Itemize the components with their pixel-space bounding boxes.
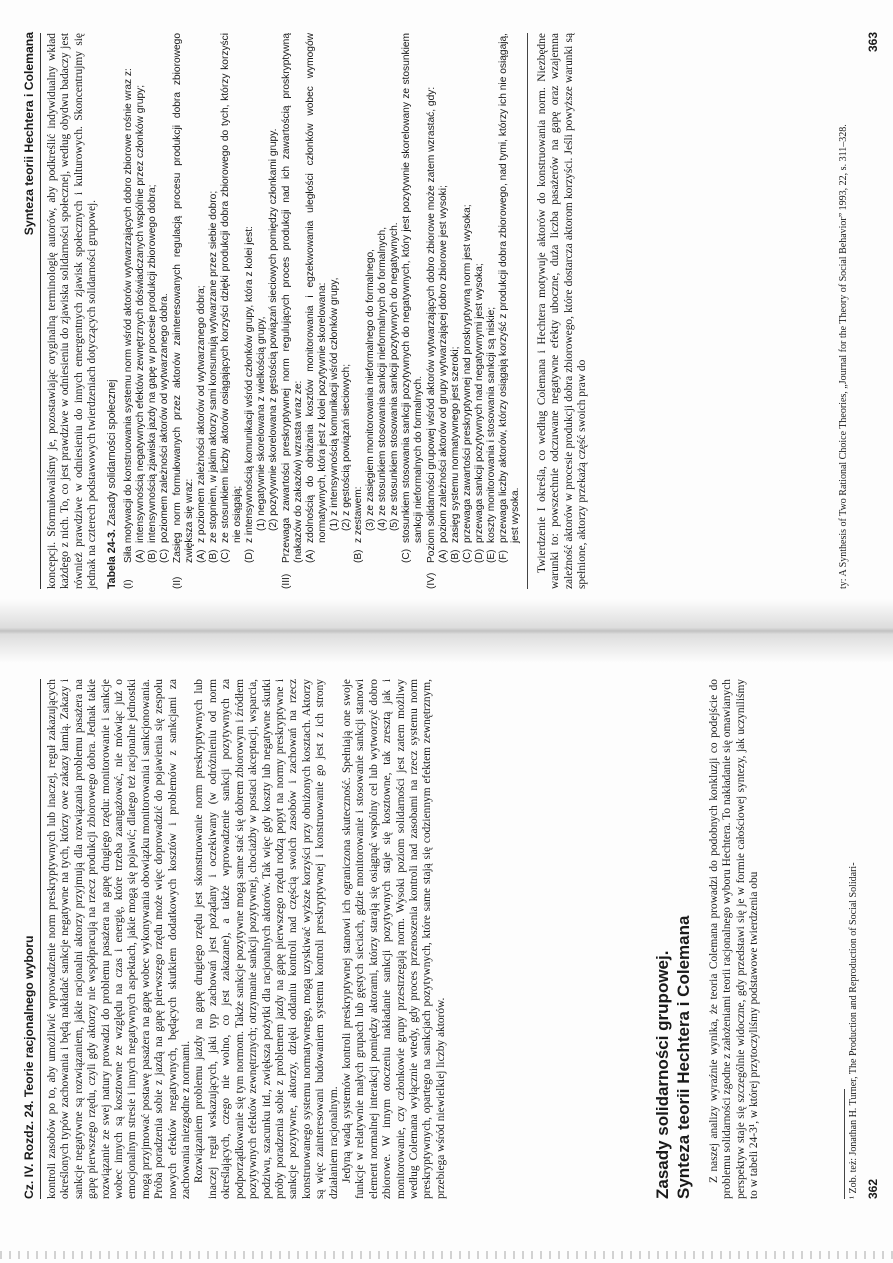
sub-item: (5) ze stosunkiem stosowania sankcji pozytywnych do negatywnych. [389,222,401,531]
sub-item: (1) negatywnie skorelowana z wielkością grupy, [256,316,268,531]
table-bottom-rule [527,33,528,589]
item-label: (A) [305,549,317,563]
item-label: (A) [135,549,147,563]
footnote-left: ¹ Zob. też: Jonathan H. Turner, The Production and Reproduction of Social Solidari- [848,862,859,1199]
item-text: przewaga liczby aktorów, którzy osiągają korzyść z produkcji dobra zbiorowego, nad tymi, którzy ich nie osiągają, jest wysoka. [498,33,522,543]
item-text: zdolnością do obniżania kosztów monitorowania i egzekwowania uległości członków wobec wymogów normatywnych, która jest z kolei pozytywnie skorelowana: [305,33,329,543]
principle-number: (IV) [426,572,438,589]
item-label: (B) [353,549,365,563]
table-principle [172,33,280,589]
principle-number: (I) [123,579,135,589]
item-text: przewaga zawartości preskryptywnej nad proskryptywną norm jest wysoka; [462,204,474,543]
item-label: (B) [450,549,462,563]
item-text: stosunkiem stosowania sankcji pozytywnych do negatywnych, który jest pozytywnie skorelowany ze stosunkiem sankcji nieformalnych do formalnych. [401,33,425,543]
item-text: intensywnością zjawiska jazdy na gapę w procesie produkcji zbiorowego dobra; [147,184,159,543]
running-head-left: Cz. IV. Rozdz. 24. Teorie racjonalnego wyboru [22,935,36,1199]
sub-item: (2) z gęstością powiązań sieciowych; [341,363,353,531]
principle-number: (III) [281,573,293,589]
item-label: (C) [462,548,474,563]
item-text: koszty monitorowania i stosowania sankcji są niskie; [486,306,498,543]
item-text: z intensywnością komunikacji wśród członków grupy, która z kolei jest: [244,226,256,543]
sub-item: (1) z intensywnością komunikacji wśród członków grupy, [329,277,341,531]
item-text: z poziomem zależności aktorów od wytwarzanego dobra; [196,285,208,543]
page-362 [0,631,893,1263]
item-label: (A) [196,549,208,563]
section-title [652,679,694,1199]
item-text: poziom zależności aktorów od grupy wytwarzającej dobro zbiorowe jest wysoki; [438,185,450,543]
item-label: (F) [498,549,510,563]
section-title-line-1: Zasady solidarności grupowej. [653,950,672,1199]
page-edge-left [0,1251,893,1259]
item-label: (C) [220,548,232,563]
header-rule-right [40,33,41,589]
section-body [708,679,762,1199]
footnote-right: ty: A Synthesis of Two Rational Choice Theories, „Journal for the Theory of Social Behavior” 1993, 22, s. 311–328. [838,124,849,589]
item-text: intensywnością negatywnych efektów zewnętrznych doświadczanych wspólnie przez członków grupy; [135,84,147,543]
page-number-right: 363 [866,32,880,53]
left-page-body [46,679,448,1199]
item-label: (C) [159,548,171,563]
sub-item: (2) pozytywnie skorelowana z gęstością powiązań sieciowych pomiędzy członkami grupy. [268,128,280,531]
paragraph: Rozwiązaniem problemu jazdy na gapę drugiego rzędu jest skonstruowanie norm preskryptywnych lub inaczej reguł wskazujących, jaki typ zachowań jest pożądany i oczekiwany (w odróżnieniu od norm określających, czego nie wolno, co jest zakazane), a także wprowadzenie sankcji pozytywnych za podporządkowanie się tym normom. Także sankcje pozytywne mogą same stać się dobrem zbiorowym i źródłem pozytywnych efektów zewnętrznych; otrzymanie sankcji pozytywnej, chociażby w postaci akceptacji, wsparcia, podziwu, szacunku itd., zwiększa pożytki dla racjonalnych aktorów. Tak więc gdy koszty lub negatywne skutki próby poradzenia sobie z problemem jazdy na gapę pierwszego rzędu rodzą popyt na normy preskryptywne i sankcje pozytywne, aktorzy, dzięki oddaniu kontroli nad częścią swoich zasobów i zachowań na rzecz konstruowanego systemu normatywnego, mogą uzyskiwać wyższe korzyści przy obniżonych kosztach. Aktorzy są więc zainteresowani budowaniem systemu kontroli preskryptywnej i konstruowanie go jest z ich strony działaniem racjonalnym. [193,679,340,1199]
principle-number: (II) [172,576,184,589]
item-text: przewaga sankcji pozytywnych nad negatywnymi jest wysoka; [474,263,486,543]
table-caption [106,33,119,589]
paragraph: koncepcji. Sformułowaliśmy je, pozostawiając oryginalną terminologię autorów, aby podkreślić indywidualny wkład każdego z nich. To, co jest prawdziwe w odniesieniu do zjawiska solidarności społecznej, według obydwu badaczy jest również prawdziwe w odniesieniu do innych emergentnych zjawisk społecznych i kulturowych. Skoncentrujmy się jednak na czterech podstawowych twierdzeniach dotyczących solidarności grupowej. [46,33,99,589]
page-number-left: 362 [866,1178,880,1199]
principle-text: Zasięg norm formułowanych przez aktorów zainteresowanych regulacją procesu produkcji dobra zbiorowego zwiększa się wraz: [172,33,196,563]
header-rule-left [40,679,41,1199]
principle-text: Poziom solidarności grupowej wśród aktorów wytwarzających dobro zbiorowe może zatem wzrastać, gdy: [426,86,438,563]
running-head-right: Synteza teorii Hechtera i Colemana [22,32,36,236]
table-caption-text: Zasady solidarności społecznej [105,379,118,527]
item-text: poziomem zależności aktorów od wytwarzanego dobra. [159,293,171,543]
right-page-body [46,33,590,589]
item-label: (D) [244,548,256,563]
table-principle [426,33,522,589]
table-principle [281,33,425,589]
table-caption-label: Tabela 24-3. [105,529,118,589]
footnote-rule-left [844,1089,845,1199]
sub-item: (3) ze zasięgiem monitorowania nieformalnego do formalnego, [365,248,377,531]
item-label: (C) [401,548,413,563]
item-label: (A) [438,549,450,563]
table-principle [123,33,171,589]
paragraph: Jedyną wadą systemów kontroli preskryptywnej stanowi ich ograniczona skuteczność. Spełniają one swoje funkcje w relatywnie małych grupach lub gęstych sieciach, gdzie monitorowanie i stosowanie sankcji stanowi element normalnej interakcji pomiędzy aktorami, którzy starają się osiągnąć wspólny cel lub wytworzyć dobro zbiorowe. W innym otoczeniu nakładanie sankcji pozytywnych staje się kosztowne, tak zresztą jak i monitorowanie, czy członkowie grupy przestrzegają norm. Wysoki poziom solidarności jest zatem możliwy według Colemana wyłącznie wtedy, gdy proces przenoszenia kontroli nad zasobami na rzecz systemu norm preskryptywnych, opartego na sankcjach pozytywnych, które same stają się codziennym efektem zewnętrznym, przebiega wśród niewielkiej liczby aktorów. [340,679,447,1199]
paragraph: Z naszej analizy wyraźnie wynika, że teoria Colemana prowadzi do podobnych konkluzji co podejście do problemu solidarności zgodne z założeniami teorii racjonalnego wyboru Hechtera. To nakładanie się omawianych perspektyw staje się szczególnie widoczne, gdy przedstawi się je w formie całościowej syntezy, jak uczyniliśmy to w tabeli 24-3¹, w której przytoczyliśmy podstawowe twierdzenia obu [708,679,761,1199]
page-363 [0,0,893,631]
paragraph: Twierdzenie I określa, co według Colemana i Hechtera motywuje aktorów do konstruowania norm. Niezbędne warunki to: powszechnie odczuwane negatywne efekty uboczne, duża liczba pasażerów na gapę oraz wzajemna zależność aktorów w procesie produkcji dobra zbiorowego, które dostarcza aktorom korzyści. Jeśli powyższe warunki są spełnione, aktorzy przekażą część swoich praw do [536,33,589,589]
principle-text: Przewaga zawartości preskryptywnej norm regulujących proces produkcji nad ich zawartością proskryptywną (nakazów do zakazów) wzrasta wraz ze: [281,33,305,563]
item-text: ze stopniem, w jakim aktorzy sami konsumują wytwarzane przez siebie dobro; [208,190,220,543]
item-label: (D) [474,548,486,563]
sub-item: (4) ze stosunkiem stosowania sankcji nieformalnych do formalnych, [377,226,389,531]
paragraph: kontroli zasobów po to, aby umożliwić wprowadzenie norm preskryptywnych lub inaczej, reguł zakazujących określonych typów zachowania i będą nakładać sankcje negatywne na tych, którzy owe zakazy łamią. Zakazy i sankcje negatywne są rozwiązaniem, jakie racjonalni aktorzy przyjmują dla rozwiązania problemu pasażera na gapę pierwszego rzędu, czyli gdy aktorzy nie współpracują na rzecz produkcji zbiorowego dobra. Jednak takie rozwiązanie ze swej natury prowadzi do problemu pasażera na gapę drugiego rzędu: monitorowanie i sankcje wobec innych są kosztowne ze względu na czas i energię, które trzeba zaangażować, nie mówiąc już o emocjonalnym stresie i innych negatywnych aspektach, jakie mogą się pojawić; dlatego też racjonalne jednostki mogą przyjmować postawę pasażera na gapę wobec wykonywania obowiązku monitorowania i sankcjonowania. Próba poradzenia sobie z jazdą na gapę pierwszego rzędu może więc doprowadzić do pojawienia się zespołu nowych efektów negatywnych, będących skutkiem dodatkowych kosztów i problemów z sankcjami za zachowania niezgodne z normami. [46,679,193,1199]
item-label: (E) [486,549,498,563]
item-label: (B) [147,549,159,563]
section-title-line-2: Synteza teorii Hechtera i Colemana [674,915,693,1199]
principles-table [123,33,522,589]
item-text: zasięg systemu normatywnego jest szeroki; [450,346,462,543]
item-text: ze stosunkiem liczby aktorów osiągających korzyści dzięki produkcji dobra zbiorowego do tych, którzy korzyści nie osiągają; [220,33,244,543]
item-label: (B) [208,549,220,563]
item-text: z zestawem: [353,486,365,543]
principle-text: Siła motywacji do konstruowania systemu norm wśród aktorów wytwarzających dobro zbiorowe rośnie wraz z: [123,68,135,563]
